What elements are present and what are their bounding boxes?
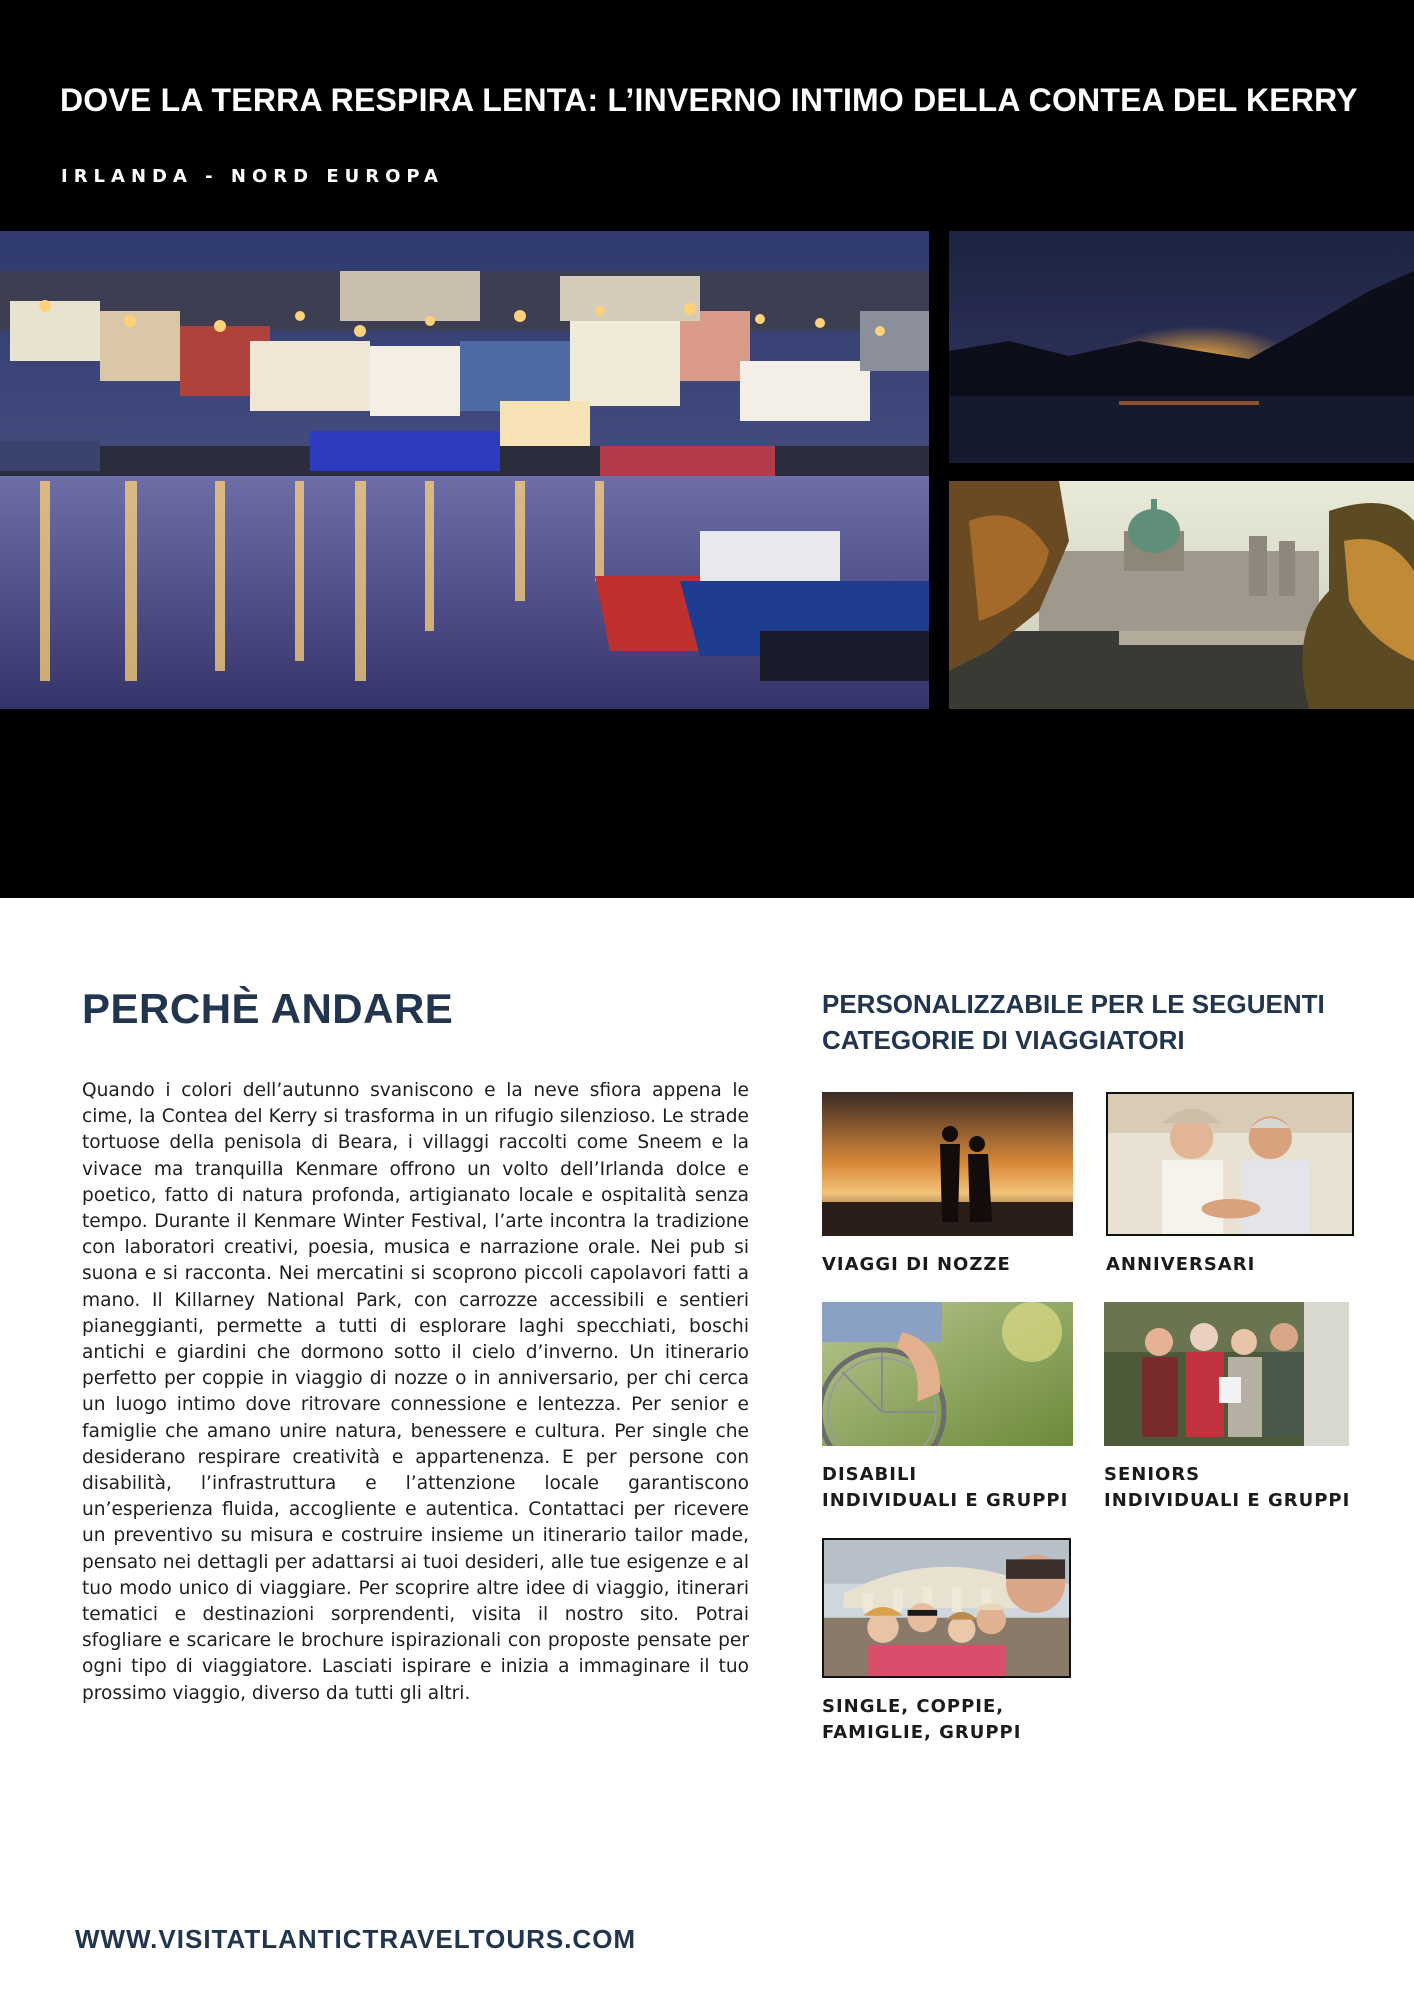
why-go-heading: PERCHÈ ANDARE <box>82 985 454 1032</box>
page-title: DOVE LA TERRA RESPIRA LENTA: L’INVERNO INTIMO DELLA CONTEA DEL KERRY <box>60 82 1358 118</box>
couple-sunset-photo <box>822 1092 1073 1236</box>
destination-subtitle: IRLANDA - NORD EUROPA <box>61 166 444 187</box>
category-label: DISABILI INDIVIDUALI E GRUPPI <box>822 1464 1069 1511</box>
mountain-sunset-photo <box>949 231 1414 463</box>
traveler-categories-heading: PERSONALIZZABILE PER LE SEGUENTI CATEGORIE DI VIAGGIATORI <box>822 989 1325 1055</box>
website-link[interactable]: WWW.VISITATLANTICTRAVELTOURS.COM <box>75 1924 637 1954</box>
harbor-village-photo <box>0 231 929 709</box>
category-label: SENIORS INDIVIDUALI E GRUPPI <box>1104 1464 1351 1511</box>
senior-friends-photo <box>1104 1302 1349 1446</box>
hero-banner <box>0 0 1414 898</box>
why-go-description: Quando i colori dell’autunno svaniscono e la neve sfiora appena le cime, la Contea del Kerry si trasforma in un rifugio silenzioso. Le strade tortuose della penisola di Beara, i villaggi raccolti come Sneem e la vivace ma tranquilla Kenmare offrono un volto dell’Irlanda dolce e poetico, fatto di natura profonda, artigianato locale e ospitalità senza tempo. Durante il Kenmare Winter Festival, l’arte incontra la tradizione con laboratori creativi, poesia, musica e narrazione orale. Nei pub si suona e si racconta. Nei mercatini si scoprono piccoli capolavori fatti a mano. Il Killarney National Park, con carrozze accessibili e sentieri pianeggianti, permette a tutti di esplorare laghi specchiati, boschi antichi e giardini che dormono sotto il cielo d’inverno. Un itinerario perfetto per coppie in viaggio di nozze o in anniversario, per chi cerca un luogo intimo dove ritrovare connessione e lentezza. Per senior e famiglie che amano unire natura, benessere e cultura. Per single che desiderano respirare creatività e appartenenza. E per persone con disabilità, l’infrastruttura e l’attenzione locale garantiscono un’esperienza fluida, accogliente e autentica. Contattaci per ricevere un preventivo su misura e costruire insieme un itinerario tailor made, pensato nei dettagli per adattarsi ai tuoi desideri, alle tue esigenze e al tuo modo unico di viaggiare. Per scoprire altre idee di viaggio, itinerari tematici e destinazioni sorprendenti, visita il nostro sito. Potrai sfogliare e scaricare le brochure ispirazionali con proposte pensate per ogni tipo di viaggiatore. Lasciati ispirare e inizia a immaginare il tuo prossimo viaggio, diverso da tutti gli altri. <box>82 1080 749 1704</box>
wheelchair-park-photo <box>822 1302 1073 1446</box>
cathedral-photo <box>949 481 1414 709</box>
category-label: ANNIVERSARI <box>1106 1254 1256 1275</box>
category-label: SINGLE, COPPIE, FAMIGLIE, GRUPPI <box>822 1696 1022 1743</box>
family-selfie-photo <box>822 1538 1071 1678</box>
senior-couple-photo <box>1106 1092 1354 1236</box>
category-label: VIAGGI DI NOZZE <box>822 1254 1011 1275</box>
